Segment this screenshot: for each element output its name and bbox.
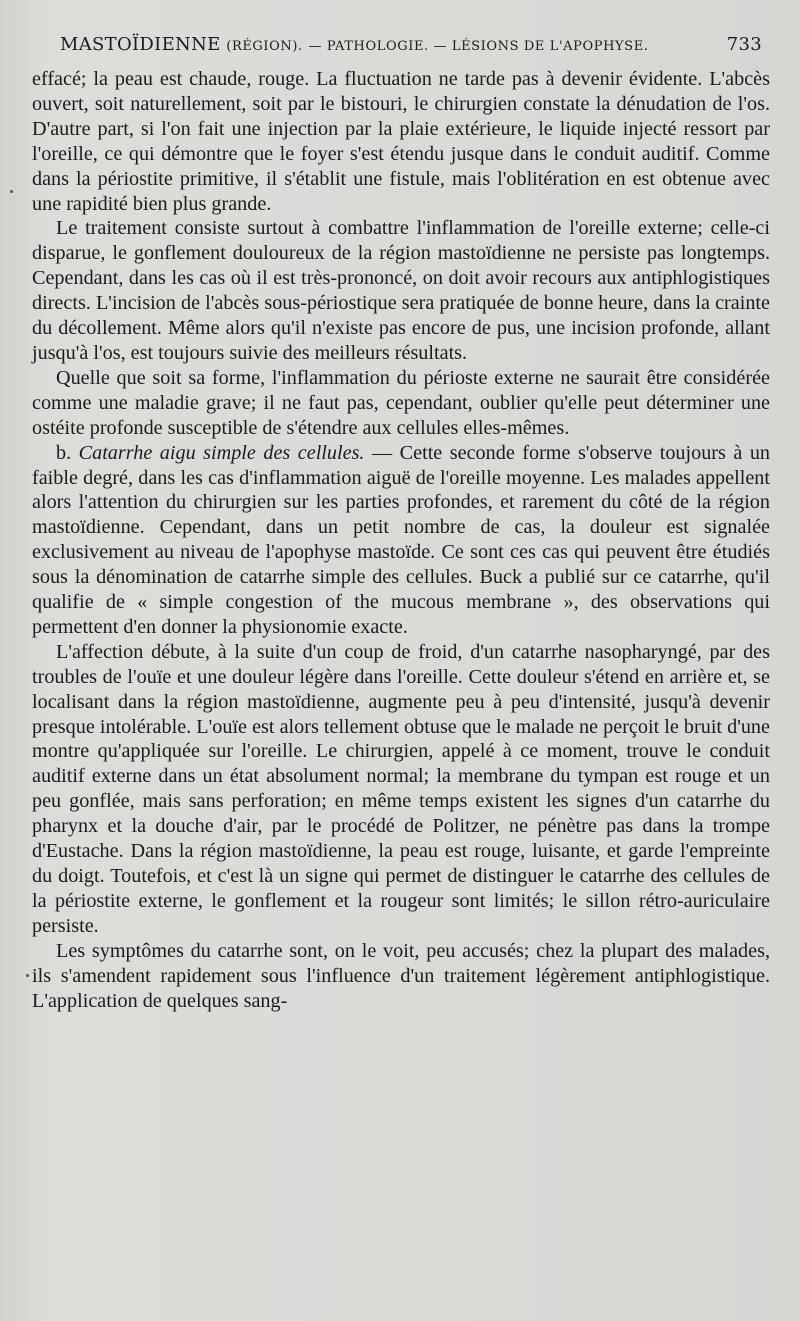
running-title bbox=[60, 34, 649, 55]
paragraph-forme: Quelle que soit sa forme, l'inflammation du périoste externe ne saurait être considérée comme une maladie grave; il ne faut pas, cependant, oublier qu'elle peut déterminer une ostéite profonde susceptible de s'étendre aux cellules elles-mêmes. bbox=[32, 366, 770, 439]
paragraph-catarrhe bbox=[32, 441, 770, 640]
section-text: — Cette seconde forme s'observe toujours à un faible degré, dans les cas d'inflammation aiguë de l'oreille moyenne. Les malades appellent alors l'attention du chirurgien sur les parties profondes, et rarement du côté de la région mastoïdienne. Cependant, dans un petit nombre de cas, la douleur est signalée exclusivement au niveau de l'apophyse mastoïde. Ce sont ces cas qui peuvent être étudiés sous la dénomination de catarrhe simple des cellules. Buck a publié sur ce catarrhe, qu'il qualifie de « simple congestion of the mucous membrane », des observations qui permettent d'en donner la physionomie exacte. bbox=[32, 441, 771, 638]
paragraph-continuation: effacé; la peau est chaude, rouge. La fluctuation ne tarde pas à devenir évidente. L'abcès ouvert, soit naturellement, soit par le bistouri, le chirurgien constate la dénudation de l'os. D'autre part, si l'on fait une injection par la plaie extérieure, le liquide injecté ressort par l'oreille, ce qui démontre que le foyer s'est étendu jusque dans le conduit auditif. Comme dans la périostite primitive, il s'établit une fistule, mais l'oblitération en est obtenue avec une rapidité bien plus grande. bbox=[32, 68, 770, 215]
margin-speck bbox=[26, 974, 29, 977]
running-header bbox=[32, 34, 770, 64]
body-text bbox=[32, 67, 770, 1013]
paragraph-traitement: Le traitement consiste surtout à combattre l'inflammation de l'oreille externe; celle-ci disparue, le gonflement douloureux de la région mastoïdienne ne persiste pas longtemps. Cependant, dans les cas où il est très-prononcé, on doit avoir recours aux antiphlogistiques directs. L'incision de l'abcès sous-périostique sera pratiquée de bonne heure, dans la crainte du décollement. Même alors qu'il n'existe pas encore de pus, une incision profonde, allant jusqu'à l'os, est toujours suivie des meilleurs résultats. bbox=[32, 217, 770, 364]
running-title-region: (RÉGION). bbox=[226, 39, 303, 54]
paragraph-symptomes: Les symptômes du catarrhe sont, on le voit, peu accusés; chez la plupart des malades, ils s'amendent rapidement sous l'influence d'un traitement légèrement antiphlogistique. L'application de quelques sang- bbox=[32, 939, 770, 1012]
page-number: 733 bbox=[726, 34, 762, 55]
paragraph-affection: L'affection débute, à la suite d'un coup de froid, d'un catarrhe nasopharyngé, par des troubles de l'ouïe et une douleur légère dans l'oreille. Cette douleur s'étend en arrière et, se localisant dans la région mastoïdienne, augmente peu à peu d'intensité, jusqu'à devenir presque intolérable. L'ouïe est alors tellement obtuse que le malade ne perçoit le bruit d'une montre qu'appliquée sur l'oreille. Le chirurgien, appelé à ce moment, trouve le conduit auditif externe dans un état absolument normal; la membrane du tympan est rouge et un peu gonflée, mais sans perforation; en même temps existent les signes d'un catarrhe du pharynx et la douche d'air, par le procédé de Politzer, ne pénètre pas dans la trompe d'Eustache. Dans la région mastoïdienne, la peau est rouge, luisante, et garde l'empreinte du doigt. Toutefois, et c'est là un signe qui permet de distinguer le catarrhe des cellules de la périostite externe, le gonflement et la rougeur sont limités; le sillon rétro-auriculaire persiste. bbox=[32, 640, 770, 937]
running-title-section: — PATHOLOGIE. — LÉSIONS DE L'APOPHYSE. bbox=[308, 39, 649, 54]
section-letter: b. bbox=[56, 441, 72, 464]
section-title: Catarrhe aigu simple des cellules. bbox=[78, 441, 365, 464]
margin-speck bbox=[10, 190, 13, 193]
running-title-main: MASTOÏDIENNE bbox=[60, 34, 221, 55]
